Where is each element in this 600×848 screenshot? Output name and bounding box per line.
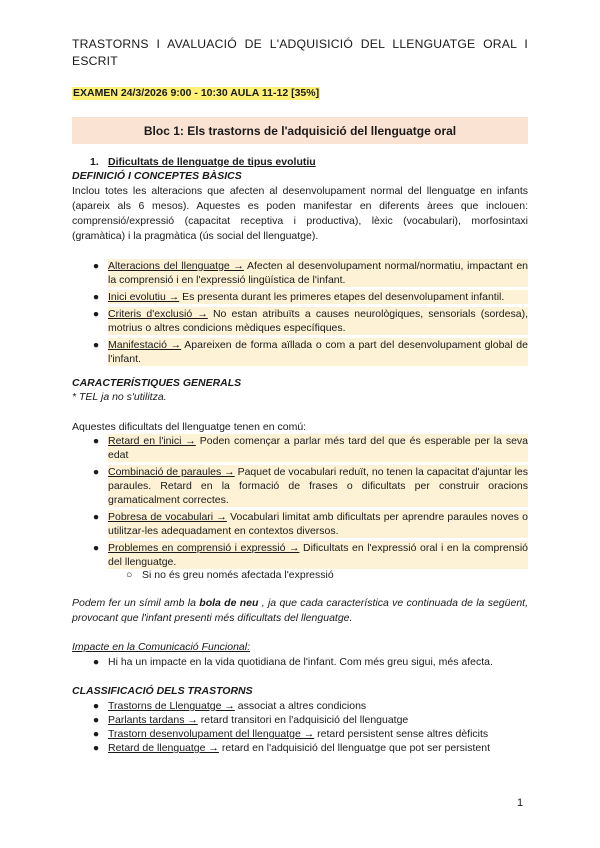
bloc-heading — [72, 117, 528, 144]
section-heading — [90, 155, 316, 169]
sub-item-text: Si no és greu només afectada l'expressió — [142, 569, 334, 581]
characteristic-term: Pobresa de vocabulari → — [108, 511, 227, 523]
impact-text: Hi ha un impacte en la vida quotidiana de l'infant. Com més greu sigui, més afecta. — [108, 656, 493, 668]
definition-list — [90, 259, 528, 366]
classification-term: Trastorns de Llenguatge → — [108, 700, 235, 712]
bullet-icon: ● — [92, 542, 100, 554]
bullet-icon: ● — [92, 511, 100, 523]
classification-desc: retard persistent sense altres dèficits — [314, 728, 489, 740]
characteristic-desc: Vocabulari limitat amb dificultats per aprendre paraules noves o utilitzar-les adequadament en contextos diversos. — [108, 511, 529, 537]
characteristic-term: Combinació de paraules → — [108, 466, 235, 478]
list-item — [90, 510, 528, 538]
definition-term: Manifestació → — [108, 339, 182, 351]
page-number: 1 — [517, 797, 524, 809]
list-item — [90, 307, 528, 335]
impact-heading: Impacte en la Comunicació Funcional: — [72, 641, 251, 653]
section-title: Dificultats de llenguatge de tipus evolutiu — [108, 156, 316, 168]
simile-post: , ja que cada característica ve continuada de la següent, provocant que l'infant presenti més dificultats del llenguatge. — [72, 597, 528, 624]
definition-desc: Apareixen de forma aïllada o com a part del desenvolupament global de l'infant. — [108, 339, 528, 365]
definition-desc: Es presenta durant les primeres etapes del desenvolupament infantil. — [179, 291, 505, 303]
simile-paragraph — [72, 596, 528, 626]
section-number: 1. — [90, 156, 99, 168]
definition-text: Inclou totes les alteracions que afecten al desenvolupament normal del llenguatge en infants (apareix als 6 mesos). Aquestes es poden manifestar en diferents àrees que inclouen: comprensió/expressió (capacitat receptiva i productiva), lèxic (vocabulari), morfosintaxi (gramàtica) i la pragmàtica (ús social del llenguatge). — [72, 185, 528, 242]
characteristic-desc: Dificultats en l'expressió oral i en la comprensió del llenguatge. — [108, 542, 528, 568]
list-item — [90, 290, 528, 304]
classification-term: Trastorn desenvolupament del llenguatge → — [108, 728, 315, 740]
list-item — [90, 699, 528, 713]
characteristics-intro: Aquestes dificultats del llenguatge tenen en comú: — [72, 421, 307, 433]
bullet-icon: ● — [92, 714, 100, 726]
sub-list-item — [126, 568, 334, 582]
bullet-icon: ● — [92, 260, 100, 272]
impact-list — [90, 655, 528, 669]
classification-desc: retard transitori en l'adquisició del llenguatge — [197, 714, 409, 726]
list-item — [90, 655, 528, 669]
list-item — [90, 434, 528, 462]
definition-term: Alteracions del llenguatge → — [108, 260, 244, 272]
bullet-icon: ● — [92, 339, 100, 351]
bullet-icon: ● — [92, 728, 100, 740]
characteristics-list — [90, 434, 528, 569]
list-item — [90, 541, 528, 569]
list-item — [90, 338, 528, 366]
classification-desc: associat a altres condicions — [234, 700, 367, 712]
characteristics-heading: CARACTERÍSTIQUES GENERALS — [72, 377, 242, 389]
characteristic-term: Retard en l'inici → — [108, 435, 196, 447]
characteristic-desc: Poden començar a parlar més tard del que és esperable per la seva edat — [108, 435, 529, 461]
definition-heading: DEFINICIÓ I CONCEPTES BÀSICS — [72, 170, 242, 182]
classification-term: Parlants tardans → — [108, 714, 198, 726]
characteristics-note: * TEL ja no s'utilitza. — [72, 391, 167, 403]
bullet-icon: ● — [92, 742, 100, 754]
characteristic-term: Problemes en comprensió i expressió → — [108, 542, 300, 554]
bullet-icon: ● — [92, 700, 100, 712]
bullet-icon: ● — [92, 656, 100, 668]
document-title: TRASTORNS I AVALUACIÓ DE L'ADQUISICIÓ DEL LLENGUATGE ORAL I ESCRIT — [72, 37, 528, 68]
characteristic-desc: Paquet de vocabulari reduït, no tenen la capacitat d'ajuntar les paraules. Retard en la formació de frases o dificultats per construir oracions gramaticalment correctes. — [108, 466, 528, 506]
classification-desc: retard en l'adquisició del llenguatge que pot ser persistent — [218, 742, 490, 754]
list-item — [90, 727, 528, 741]
bullet-icon: ● — [92, 291, 100, 303]
bullet-icon: ● — [92, 435, 100, 447]
bullet-icon: ● — [92, 308, 100, 320]
simile-bold: bola de neu — [199, 597, 259, 609]
classification-heading: CLASSIFICACIÓ DELS TRASTORNS — [72, 685, 253, 697]
classification-term: Retard de llenguatge → — [108, 742, 219, 754]
bullet-icon: ● — [92, 466, 100, 478]
list-item — [90, 713, 528, 727]
simile-pre: Podem fer un símil amb la — [72, 597, 200, 609]
definition-desc: No estan atribuïts a causes neurològiques, sensorials (sordesa), motrius o altres condicions mèdiques específiques. — [108, 308, 528, 334]
list-item — [90, 259, 528, 287]
classification-list — [90, 699, 528, 755]
definition-term: Inici evolutiu → — [108, 291, 180, 303]
list-item — [90, 741, 528, 755]
definition-desc: Afecten al desenvolupament normal/normatiu, impactant en la comprensió i en l'expressió lingüística de l'infant. — [108, 260, 528, 286]
sub-bullet-icon: ○ — [126, 569, 133, 581]
exam-info: EXAMEN 24/3/2026 9:00 - 10:30 AULA 11-12 [35%] — [73, 87, 320, 99]
list-item — [90, 465, 528, 507]
definition-term: Criteris d'exclusió → — [108, 308, 208, 320]
bloc-heading-text: Bloc 1: Els trastorns de l'adquisició del llenguatge oral — [143, 123, 457, 138]
